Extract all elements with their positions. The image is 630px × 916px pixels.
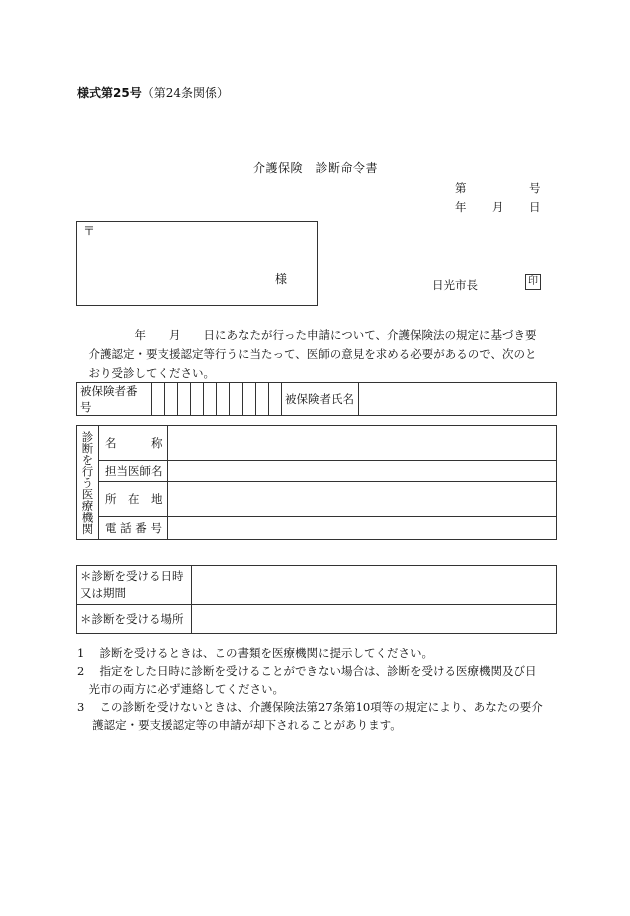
phone-field[interactable] bbox=[168, 517, 557, 540]
body-line: 年 月 日にあなたが行った申請について、介護保険法の規定に基づき要 bbox=[77, 328, 537, 342]
insured-name-label: 被保険者氏名 bbox=[282, 383, 359, 416]
insured-number-digit[interactable] bbox=[152, 383, 165, 416]
insured-number-digit[interactable] bbox=[204, 383, 217, 416]
place-label: ＊診断を受ける場所 bbox=[77, 605, 192, 634]
institution-name-label: 名 称 bbox=[99, 426, 168, 461]
seal-mark: 印 bbox=[525, 274, 541, 290]
insured-number-digit[interactable] bbox=[256, 383, 269, 416]
recipient-honorific: 様 bbox=[275, 272, 288, 286]
note-item: 2 指定をした日時に診断を受けることができない場合は、診断を受ける医療機関及び日 bbox=[77, 664, 537, 678]
doctor-name-field[interactable] bbox=[168, 461, 557, 482]
insured-number-label: 被保険者番号 bbox=[77, 383, 152, 416]
issue-no-prefix: 第 bbox=[455, 181, 467, 195]
insured-number-digit[interactable] bbox=[269, 383, 282, 416]
form-number: 様式第25号 bbox=[77, 86, 142, 100]
form-relation: （第24条関係） bbox=[141, 86, 229, 100]
phone-label: 電 話 番 号 bbox=[99, 517, 168, 540]
insured-number-digit[interactable] bbox=[243, 383, 256, 416]
form-number-line bbox=[77, 84, 229, 101]
location-label: 所 在 地 bbox=[99, 482, 168, 517]
location-field[interactable] bbox=[168, 482, 557, 517]
insured-number-digit[interactable] bbox=[230, 383, 243, 416]
institution-table bbox=[76, 425, 557, 540]
datetime-label-line: 又は期間 bbox=[80, 586, 126, 600]
issue-year: 年 bbox=[455, 200, 467, 214]
recipient-address-box[interactable] bbox=[76, 221, 318, 306]
insured-table bbox=[76, 382, 557, 416]
insured-number-digit[interactable] bbox=[217, 383, 230, 416]
issue-month: 月 bbox=[492, 200, 504, 214]
issue-no-suffix: 号 bbox=[529, 181, 541, 195]
institution-side-label-text: 診断を行う医療機関 bbox=[80, 430, 95, 535]
insured-number-digit[interactable] bbox=[178, 383, 191, 416]
doctor-name-label: 担当医師名 bbox=[99, 461, 168, 482]
schedule-table bbox=[76, 565, 557, 634]
mayor-title: 日光市長 bbox=[432, 278, 478, 292]
datetime-field[interactable] bbox=[192, 566, 557, 605]
datetime-label bbox=[77, 566, 192, 605]
body-line: おり受診してください。 bbox=[77, 366, 215, 380]
body-line: 介護認定・要支援認定等行うに当たって、医師の意見を求める必要があるので、次のと bbox=[77, 347, 537, 361]
note-item: 3 この診断を受けないときは、介護保険法第27条第10項等の規定により、あなたの要介 bbox=[77, 700, 543, 714]
notes bbox=[77, 644, 567, 734]
note-item: 1 診断を受けるときは、この書類を医療機関に提示してください。 bbox=[77, 646, 433, 660]
body-paragraph bbox=[77, 326, 567, 383]
datetime-label-line: ＊診断を受ける日時 bbox=[80, 569, 184, 583]
insured-number-digit[interactable] bbox=[191, 383, 204, 416]
issue-day: 日 bbox=[529, 200, 541, 214]
institution-name-field[interactable] bbox=[168, 426, 557, 461]
page-title: 介護保険 診断命令書 bbox=[253, 161, 379, 175]
insured-number-digit[interactable] bbox=[165, 383, 178, 416]
note-item: 護認定・要支援認定等の申請が却下されることがあります。 bbox=[77, 718, 402, 732]
institution-side-label bbox=[77, 426, 99, 540]
note-item: 光市の両方に必ず連絡してください。 bbox=[77, 682, 284, 696]
postal-mark: 〒 bbox=[83, 224, 96, 238]
insured-name-field[interactable] bbox=[359, 383, 557, 416]
place-field[interactable] bbox=[192, 605, 557, 634]
